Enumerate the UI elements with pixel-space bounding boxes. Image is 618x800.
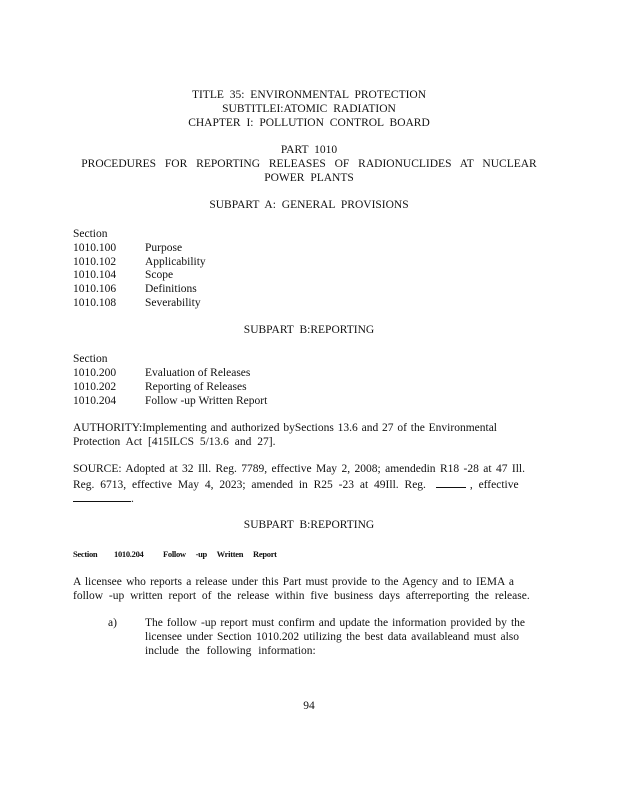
toc-number: 1010.200 (73, 367, 117, 379)
source-line3 (73, 490, 134, 506)
subpart-a-section-label: Section (73, 228, 108, 240)
source-line2 (73, 476, 519, 492)
section-title: Follow -up Written Report (163, 549, 277, 559)
subpart-b-heading: SUBPART B:REPORTING (243, 324, 375, 336)
item-a-line2: licensee under Section 1010.202 utilizing the best data availableand must also (145, 631, 519, 643)
part-title-line1: PROCEDURES FOR REPORTING RELEASES OF RADIONUCLIDES AT NUCLEAR (81, 158, 537, 170)
item-a-line1: The follow -up report must confirm and update the information provided by the (145, 617, 525, 629)
subpart-a-heading: SUBPART A: GENERAL PROVISIONS (209, 199, 409, 211)
toc-title: Applicability (145, 256, 206, 268)
effective-date-blank (73, 490, 131, 502)
item-a-line3: include the following information: (145, 645, 316, 657)
toc-number: 1010.102 (73, 256, 117, 268)
subpart-b-repeat-heading: SUBPART B:REPORTING (243, 519, 375, 531)
item-a-marker: a) (108, 617, 117, 629)
toc-title: Reporting of Releases (145, 381, 247, 393)
source-line2-text: Reg. 6713, effective May 4, 2023; amended in R25 -23 at 49Ill. Reg. (73, 479, 426, 491)
toc-title: Severability (145, 297, 201, 309)
register-page-blank (436, 476, 466, 488)
source-line1: SOURCE: Adopted at 32 Ill. Reg. 7789, effective May 2, 2008; amendedin R18 -28 at 47 Ill. (73, 463, 525, 475)
toc-number: 1010.100 (73, 242, 117, 254)
title-line: TITLE 35: ENVIRONMENTAL PROTECTION (191, 89, 427, 101)
page-number: 94 (303, 700, 315, 712)
subtitle-line: SUBTITLEI:ATOMIC RADIATION (222, 103, 396, 115)
authority-line1: AUTHORITY:Implementing and authorized bySections 13.6 and 27 of the Environmental (73, 422, 497, 434)
toc-number: 1010.202 (73, 381, 117, 393)
toc-title: Purpose (145, 242, 183, 254)
authority-line2: Protection Act [415ILCS 5/13.6 and 27]. (73, 436, 276, 448)
section-label: Section (73, 549, 98, 559)
source-line2-end: , effective (469, 479, 519, 491)
part-number: PART 1010 (280, 144, 338, 156)
toc-title: Evaluation of Releases (145, 367, 251, 379)
toc-number: 1010.108 (73, 297, 117, 309)
toc-number: 1010.104 (73, 269, 117, 281)
toc-title: Follow -up Written Report (145, 395, 268, 407)
para1-line2: follow -up written report of the release within five business days afterreporting the release. (73, 590, 530, 602)
toc-title: Definitions (145, 283, 197, 295)
source-line3-end: . (131, 493, 134, 505)
section-number: 1010.204 (114, 549, 144, 559)
part-title-line2: POWER PLANTS (264, 172, 354, 184)
chapter-line: CHAPTER I: POLLUTION CONTROL BOARD (188, 117, 430, 129)
para1-line1: A licensee who reports a release under this Part must provide to the Agency and to IEMA a (73, 576, 514, 588)
toc-number: 1010.204 (73, 395, 117, 407)
subpart-b-section-label: Section (73, 353, 108, 365)
toc-number: 1010.106 (73, 283, 117, 295)
toc-title: Scope (145, 269, 174, 281)
